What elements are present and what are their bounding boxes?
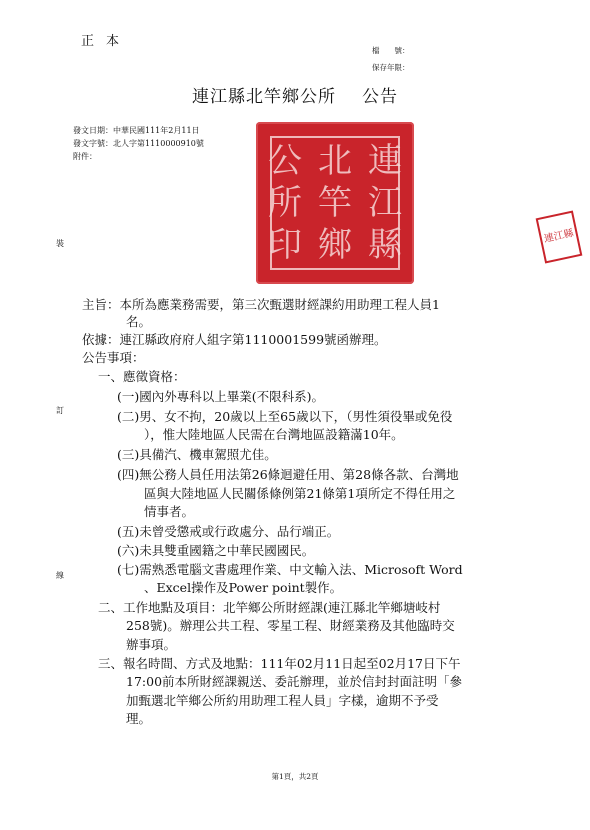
- section-line: 理。: [126, 711, 152, 726]
- section-line: 三、報名時間、方式及地點：111年02月11日起至02月17日下午: [98, 656, 461, 671]
- list-item: (三)具備汽、機車駕照尤佳。: [117, 447, 277, 462]
- basis-line: 依據：連江縣政府府人組字第1110001599號函辦理。: [82, 332, 387, 347]
- seal-char: 北: [318, 141, 352, 181]
- seal-char: 連: [368, 141, 402, 181]
- seal-char: 印: [268, 225, 302, 265]
- seal-char: 江: [368, 183, 402, 223]
- title-org: 連江縣北竿鄉公所: [192, 87, 336, 107]
- section-line: 二、工作地點及項目：北竿鄉公所財經課(連江縣北竿鄉塘岐村: [98, 600, 441, 615]
- section-title: 一、應徵資格：: [98, 369, 186, 384]
- seal-char: 公: [268, 141, 302, 181]
- list-item: 情事者。: [144, 504, 195, 519]
- section-line: 加甄選北竿鄉公所約用助理工程人員」字樣，逾期不予受: [126, 693, 439, 708]
- seal-char: 所: [268, 183, 302, 223]
- issue-date: 發文日期：中華民國111年2月11日: [73, 126, 200, 135]
- seal-char: 竿: [318, 183, 352, 223]
- file-number-label: 檔 號：: [372, 46, 410, 55]
- binding-mark: 線: [56, 571, 64, 580]
- list-item: 區與大陸地區人民關係條例第21條第1項所定不得任用之: [144, 486, 456, 501]
- copy-mark: 正本: [81, 34, 132, 49]
- binding-mark: 裝: [56, 239, 64, 248]
- section-line: 17:00前本所財經課親送、委託辦理，並於信封封面註明「參: [126, 674, 463, 689]
- list-item: (四)無公務人員任用法第26條迴避任用、第28條各款、台灣地: [117, 467, 459, 482]
- items-heading: 公告事項：: [82, 350, 145, 365]
- list-item: ），惟大陸地區人民需在台灣地區設籍滿10年。: [144, 427, 404, 442]
- list-item: 、Excel操作及Power point製作。: [144, 580, 343, 595]
- section-line: 258號)。辦理公共工程、零星工程、財經業務及其他臨時交: [126, 618, 455, 633]
- list-item: (六)未具雙重國籍之中華民國國民。: [117, 543, 315, 558]
- subject-line: 主旨：本所為應業務需要，第三次甄選財經課約用助理工程人員1: [82, 297, 440, 312]
- list-item: (二)男、女不拘，20歲以上至65歲以下，（男性須役畢或免役: [117, 409, 453, 424]
- title-type: 公告: [362, 87, 398, 107]
- small-seal-stamp: 連江縣: [536, 211, 583, 264]
- attachment-label: 附件：: [73, 152, 97, 161]
- retention-label: 保存年限：: [372, 63, 410, 72]
- list-item: (五)未曾受懲戒或行政處分、品行端正。: [117, 524, 340, 539]
- seal-char: 縣: [368, 225, 402, 265]
- issue-number: 發文字號：北人字第1110000910號: [73, 139, 204, 148]
- list-item: (一)國內外專科以上畢業(不限科系)。: [117, 389, 325, 404]
- subject-line: 名。: [126, 314, 152, 329]
- seal-char: 鄉: [318, 225, 352, 265]
- section-line: 辦事項。: [126, 637, 177, 652]
- binding-mark: 訂: [56, 406, 64, 415]
- list-item: (七)需熟悉電腦文書處理作業、中文輸入法、Microsoft Word: [117, 562, 463, 577]
- page-number: 第1頁，共2頁: [271, 772, 319, 781]
